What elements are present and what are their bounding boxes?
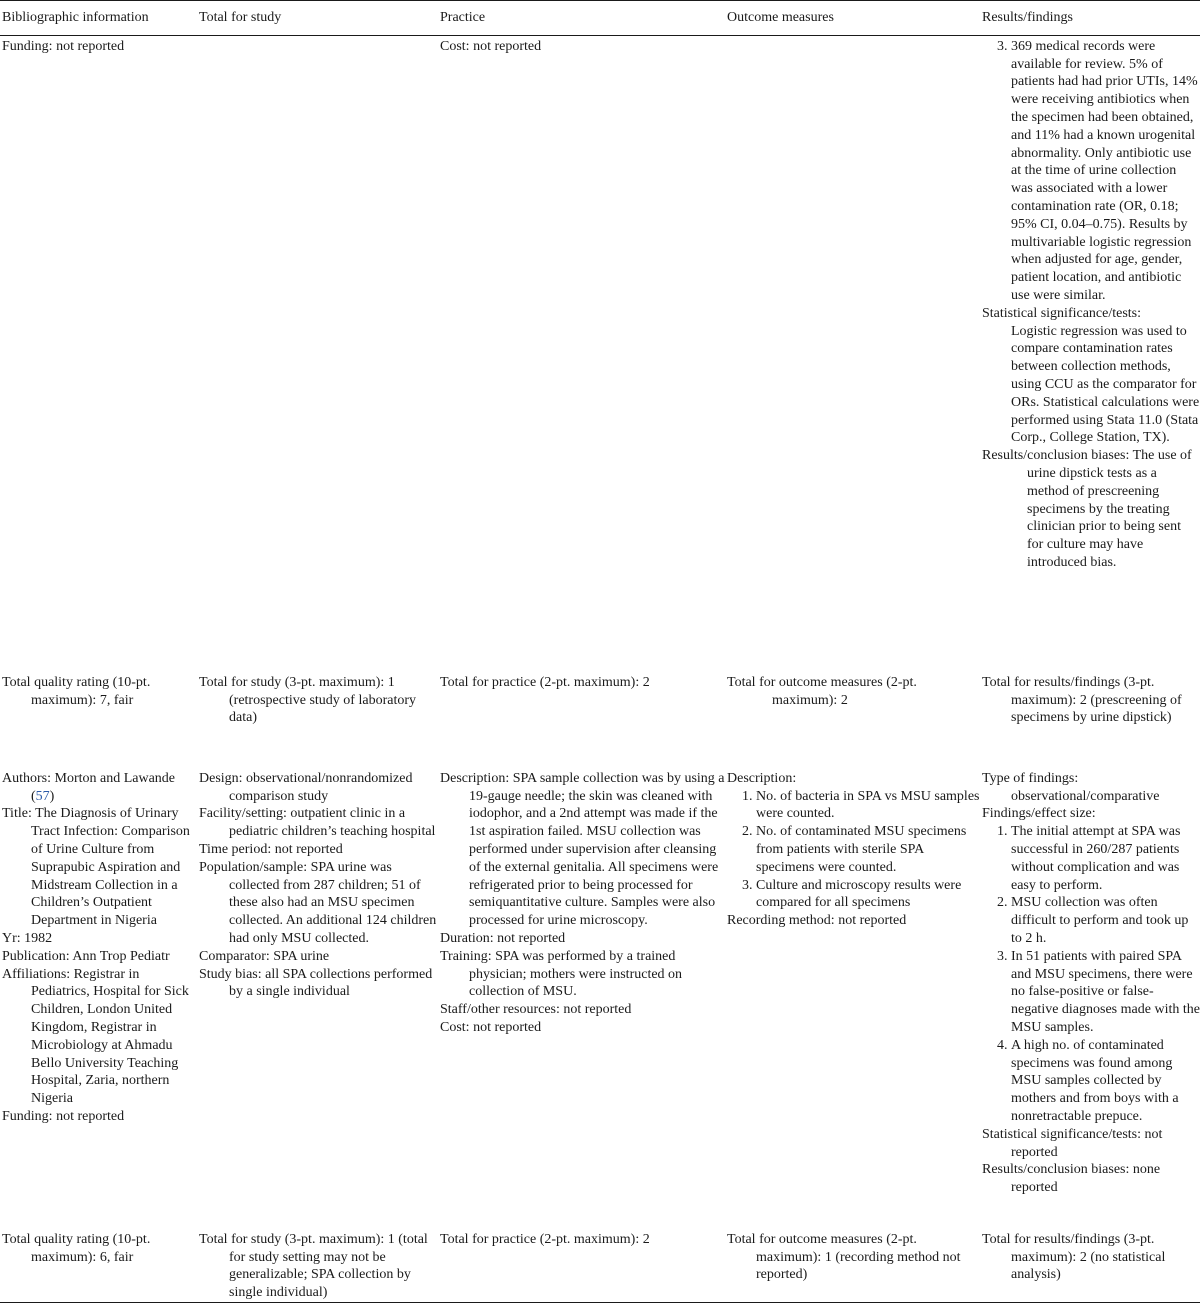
findings-list bbox=[982, 38, 1200, 305]
total-quality-rating: Total quality rating (10-pt. maximum): 6, fair bbox=[2, 1231, 151, 1265]
recording-method: Recording method: not reported bbox=[727, 913, 907, 929]
statistical-tests-text: Logistic regression was used to compare contamination rates between collection methods, using CCU as the comparator for ORs. Statistical calculations were performed using Stata 11.0 (Stata Corp., College Station, TX). bbox=[1011, 323, 1200, 446]
study-bias: Study bias: all SPA collections performed by a single individual bbox=[199, 966, 433, 1000]
header-bibliographic: Bibliographic information bbox=[0, 1, 197, 36]
type-of-findings: Type of findings: observational/comparative bbox=[982, 770, 1160, 804]
total-for-practice: Total for practice (2-pt. maximum): 2 bbox=[440, 674, 650, 690]
affiliations: Affiliations: Registrar in Pediatrics, Hospital for Sick Children, London United Kingdom, Registrar in Microbiology at Ahmadu Bello University Teaching Hospital, Zaria, northern Nigeria bbox=[2, 966, 189, 1107]
cell-study bbox=[197, 770, 438, 1231]
table-row bbox=[0, 674, 1200, 770]
list-item: 3. Culture and microscopy results were compared for all specimens bbox=[756, 877, 980, 913]
funding-text: Funding: not reported bbox=[2, 38, 125, 54]
cell-outcome bbox=[725, 674, 980, 770]
cell-bibliographic bbox=[0, 674, 197, 770]
total-for-study: Total for study (3-pt. maximum): 1 (retrospective study of laboratory data) bbox=[199, 674, 416, 726]
list-item: 2. MSU collection was often difficult to perform and took up to 2 h. bbox=[1011, 894, 1200, 947]
outcome-list bbox=[727, 788, 980, 913]
cost-text: Cost: not reported bbox=[440, 38, 542, 54]
table-row bbox=[0, 35, 1200, 674]
cell-practice bbox=[438, 770, 725, 1231]
cell-results bbox=[980, 674, 1200, 770]
cell-results bbox=[980, 770, 1200, 1231]
time-period: Time period: not reported bbox=[199, 841, 343, 857]
list-item: 1. No. of bacteria in SPA vs MSU samples were counted. bbox=[756, 788, 980, 824]
practice-description: Description: SPA sample collection was by using a 19-gauge needle; the skin was cleaned with iodophor, and a 2nd attempt was made if the 1st aspiration failed. MSU collection was performed under supervision after cleansing of the external genitalia. All specimens were refrigerated prior to being processed for semiquantitative culture. Samples were also processed for urine microscopy. bbox=[440, 770, 725, 929]
statistical-tests-label: Statistical significance/tests: bbox=[982, 305, 1142, 321]
results-biases: Results/conclusion biases: none reported bbox=[982, 1162, 1161, 1196]
list-item: 4. A high no. of contaminated specimens was found among MSU samples collected by mothers and from boys with a nonretractable prepuce. bbox=[1011, 1037, 1200, 1126]
header-row bbox=[0, 1, 1200, 36]
authors-text: Authors: Morton and Lawande ( bbox=[2, 770, 176, 804]
cell-practice bbox=[438, 1231, 725, 1303]
design: Design: observational/nonrandomized comparison study bbox=[199, 770, 413, 804]
statistical-tests: Statistical significance/tests: not reported bbox=[982, 1126, 1163, 1160]
duration: Duration: not reported bbox=[440, 930, 566, 946]
cell-outcome bbox=[725, 770, 980, 1231]
total-for-results: Total for results/findings (3-pt. maximum): 2 (no statistical analysis) bbox=[982, 1231, 1166, 1283]
publication: Publication: Ann Trop Pediatr bbox=[2, 948, 170, 964]
cell-bibliographic bbox=[0, 35, 197, 674]
cell-outcome bbox=[725, 35, 980, 674]
outcome-description-label: Description: bbox=[727, 770, 797, 786]
list-item: 3. 369 medical records were available for review. 5% of patients had had prior UTIs, 14% were receiving antibiotics when the specimen had been obtained, and 11% had a known urogenital abnormality. Only antibiotic use at the time of urine collection was associated with a lower contamination rate (OR, 0.18; 95% CI, 0.04–0.75). Results by multivariable logistic regression when adjusted for age, gender, patient location, and antibiotic use were similar. bbox=[1011, 38, 1200, 305]
total-for-study: Total for study (3-pt. maximum): 1 (total for study setting may not be generalizable; SPA collection by single individual) bbox=[199, 1231, 428, 1301]
list-item: 1. The initial attempt at SPA was successful in 260/287 patients without complication and was easy to perform. bbox=[1011, 823, 1200, 894]
list-item: 3. In 51 patients with paired SPA and MSU specimens, there were no false-positive or false-negative diagnoses made with the MSU samples. bbox=[1011, 948, 1200, 1037]
total-quality-rating: Total quality rating (10-pt. maximum): 7, fair bbox=[2, 674, 151, 708]
findings-list bbox=[982, 823, 1200, 1126]
findings-label: Findings/effect size: bbox=[982, 806, 1096, 822]
cell-results bbox=[980, 1231, 1200, 1303]
results-biases: Results/conclusion biases: The use of urine dipstick tests as a method of prescreening specimens by the treating clinician prior to being sent for culture may have introduced bias. bbox=[982, 448, 1192, 570]
header-total-for-study: Total for study bbox=[197, 1, 438, 36]
header-results-findings: Results/findings bbox=[980, 1, 1200, 36]
total-for-practice: Total for practice (2-pt. maximum): 2 bbox=[440, 1231, 650, 1247]
cell-study bbox=[197, 35, 438, 674]
cell-practice bbox=[438, 35, 725, 674]
header-outcome-measures: Outcome measures bbox=[725, 1, 980, 36]
reference-link[interactable]: 57 bbox=[35, 788, 50, 804]
total-for-outcome: Total for outcome measures (2-pt. maximum): 1 (recording method not reported) bbox=[727, 1231, 961, 1283]
table-row bbox=[0, 770, 1200, 1231]
year: Yr: 1982 bbox=[2, 930, 53, 946]
title: Title: The Diagnosis of Urinary Tract Infection: Comparison of Urine Culture from Suprapubic Aspiration and Midstream Collection in a Children’s Outpatient Department in Nigeria bbox=[2, 806, 190, 929]
total-for-outcome: Total for outcome measures (2-pt. maximum): 2 bbox=[727, 674, 917, 708]
table-row bbox=[0, 1231, 1200, 1303]
authors bbox=[2, 770, 197, 806]
cost: Cost: not reported bbox=[440, 1019, 542, 1035]
cell-study bbox=[197, 1231, 438, 1303]
population-sample: Population/sample: SPA urine was collected from 287 children; 51 of these also had an MSU specimen collected. An additional 124 children had only MSU collected. bbox=[199, 859, 437, 946]
cell-bibliographic bbox=[0, 770, 197, 1231]
training: Training: SPA was performed by a trained physician; mothers were instructed on collection of MSU. bbox=[440, 948, 683, 1000]
authors-close: ) bbox=[49, 788, 55, 804]
cell-practice bbox=[438, 674, 725, 770]
cell-study bbox=[197, 674, 438, 770]
cell-outcome bbox=[725, 1231, 980, 1303]
funding: Funding: not reported bbox=[2, 1108, 125, 1124]
cell-results bbox=[980, 35, 1200, 674]
facility-setting: Facility/setting: outpatient clinic in a pediatric children’s teaching hospital bbox=[199, 806, 436, 840]
header-practice: Practice bbox=[438, 1, 725, 36]
staff-resources: Staff/other resources: not reported bbox=[440, 1002, 632, 1018]
total-for-results: Total for results/findings (3-pt. maximum): 2 (prescreening of specimens by urine dipstick) bbox=[982, 674, 1182, 726]
list-item: 2. No. of contaminated MSU specimens from patients with sterile SPA specimens were counted. bbox=[756, 823, 980, 876]
cell-bibliographic bbox=[0, 1231, 197, 1303]
comparator: Comparator: SPA urine bbox=[199, 948, 330, 964]
